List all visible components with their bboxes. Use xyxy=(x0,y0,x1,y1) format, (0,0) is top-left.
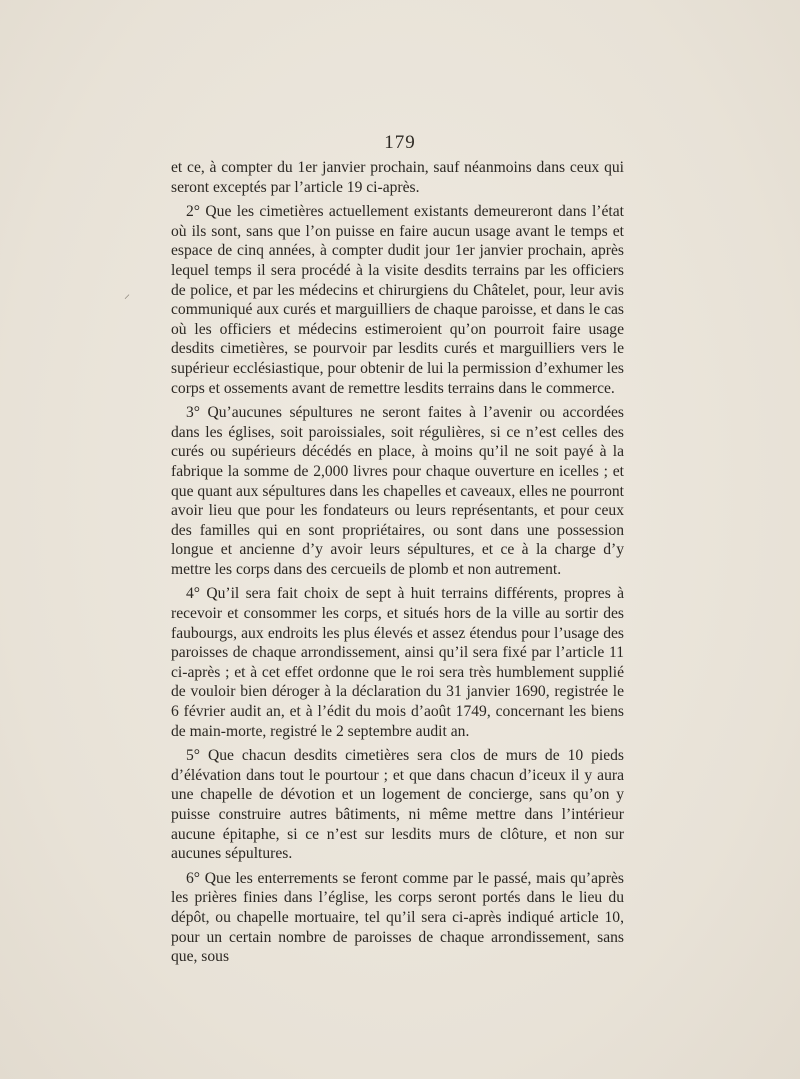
paragraph-continuation: et ce, à compter du 1er janvier prochain, sauf néanmoins dans ceux qui seront exceptés par l’article 19 ci-après. xyxy=(171,159,624,196)
paragraph-article-2: 2° Que les cimetières actuellement existants demeureront dans l’état où ils sont, sans que l’on puisse en faire aucun usage avant le temps et espace de cinq années, à compter dudit jour 1er janvier prochain, après lequel temps il sera procédé à la visite desdits terrains par les officiers de police, et par les médecins et chirurgiens du Châtelet, pour, leur avis communiqué aux curés et marguilliers de chaque paroisse, et dans le cas où les officiers et médecins estimeroient qu’on pourroit faire usage desdits cimetières, se pourvoir par lesdits curés et marguilliers vers le supérieur ecclésiastique, pour obtenir de lui la permission d’exhumer les corps et ossements avant de remettre lesdits terrains dans le commerce. xyxy=(171,203,624,397)
body-text xyxy=(171,158,624,972)
paragraph-article-5: 5° Que chacun desdits cimetières sera clos de murs de 10 pieds d’élévation dans tout le pourtour ; et que dans chacun d’iceux il y aura une chapelle de dévotion et un logement de concierge, sans qu’on y puisse construire autres bâtiments, ni même mettre dans l’intérieur aucune épitaphe, si ce n’est sur lesdits murs de clôture, et non sur aucunes sépultures. xyxy=(171,747,624,863)
paragraph-article-3: 3° Qu’aucunes sépultures ne seront faites à l’avenir ou accordées dans les églises, soit paroissiales, soit régulières, si ce n’est celles des curés ou supérieurs décédés en place, à moins qu’il ne soit payé à la fabrique la somme de 2,000 livres pour chaque ouverture en icelles ; et que quant aux sépultures dans les chapelles et caveaux, elles ne pourront avoir lieu que pour les fondateurs ou leurs représentants, et pour ceux des familles qui en sont propriétaires, ou sont dans une possession longue et ancienne d’y avoir leurs sépultures, et ce à la charge d’y mettre les corps dans des cercueils de plomb et non autrement. xyxy=(171,404,624,578)
paragraph-article-6: 6° Que les enterrements se feront comme par le passé, mais qu’après les prières finies dans l’église, les corps seront portés dans le lieu du dépôt, ou chapelle mortuaire, tel qu’il sera ci-après indiqué article 10, pour un certain nombre de paroisses de chaque arrondissement, sans que, sous xyxy=(171,869,624,966)
paragraph-article-4: 4° Qu’il sera fait choix de sept à huit terrains différents, propres à recevoir et consommer les corps, et situés hors de la ville au sortir des faubourgs, aux endroits les plus élevés et assez étendus pour l’usage des paroisses de chaque arrondissement, ainsi qu’il sera fixé par l’article 11 ci-après ; et à cet effet ordonne que le roi sera très humblement supplié de vouloir bien déroger à la déclaration du 31 janvier 1690, registrée le 6 février audit an, et à l’édit du mois d’août 1749, concernant les biens de main-morte, registré le 2 septembre audit an. xyxy=(171,585,624,740)
margin-tick-mark: ⸍ xyxy=(124,292,131,306)
page-number: 179 xyxy=(384,132,416,153)
